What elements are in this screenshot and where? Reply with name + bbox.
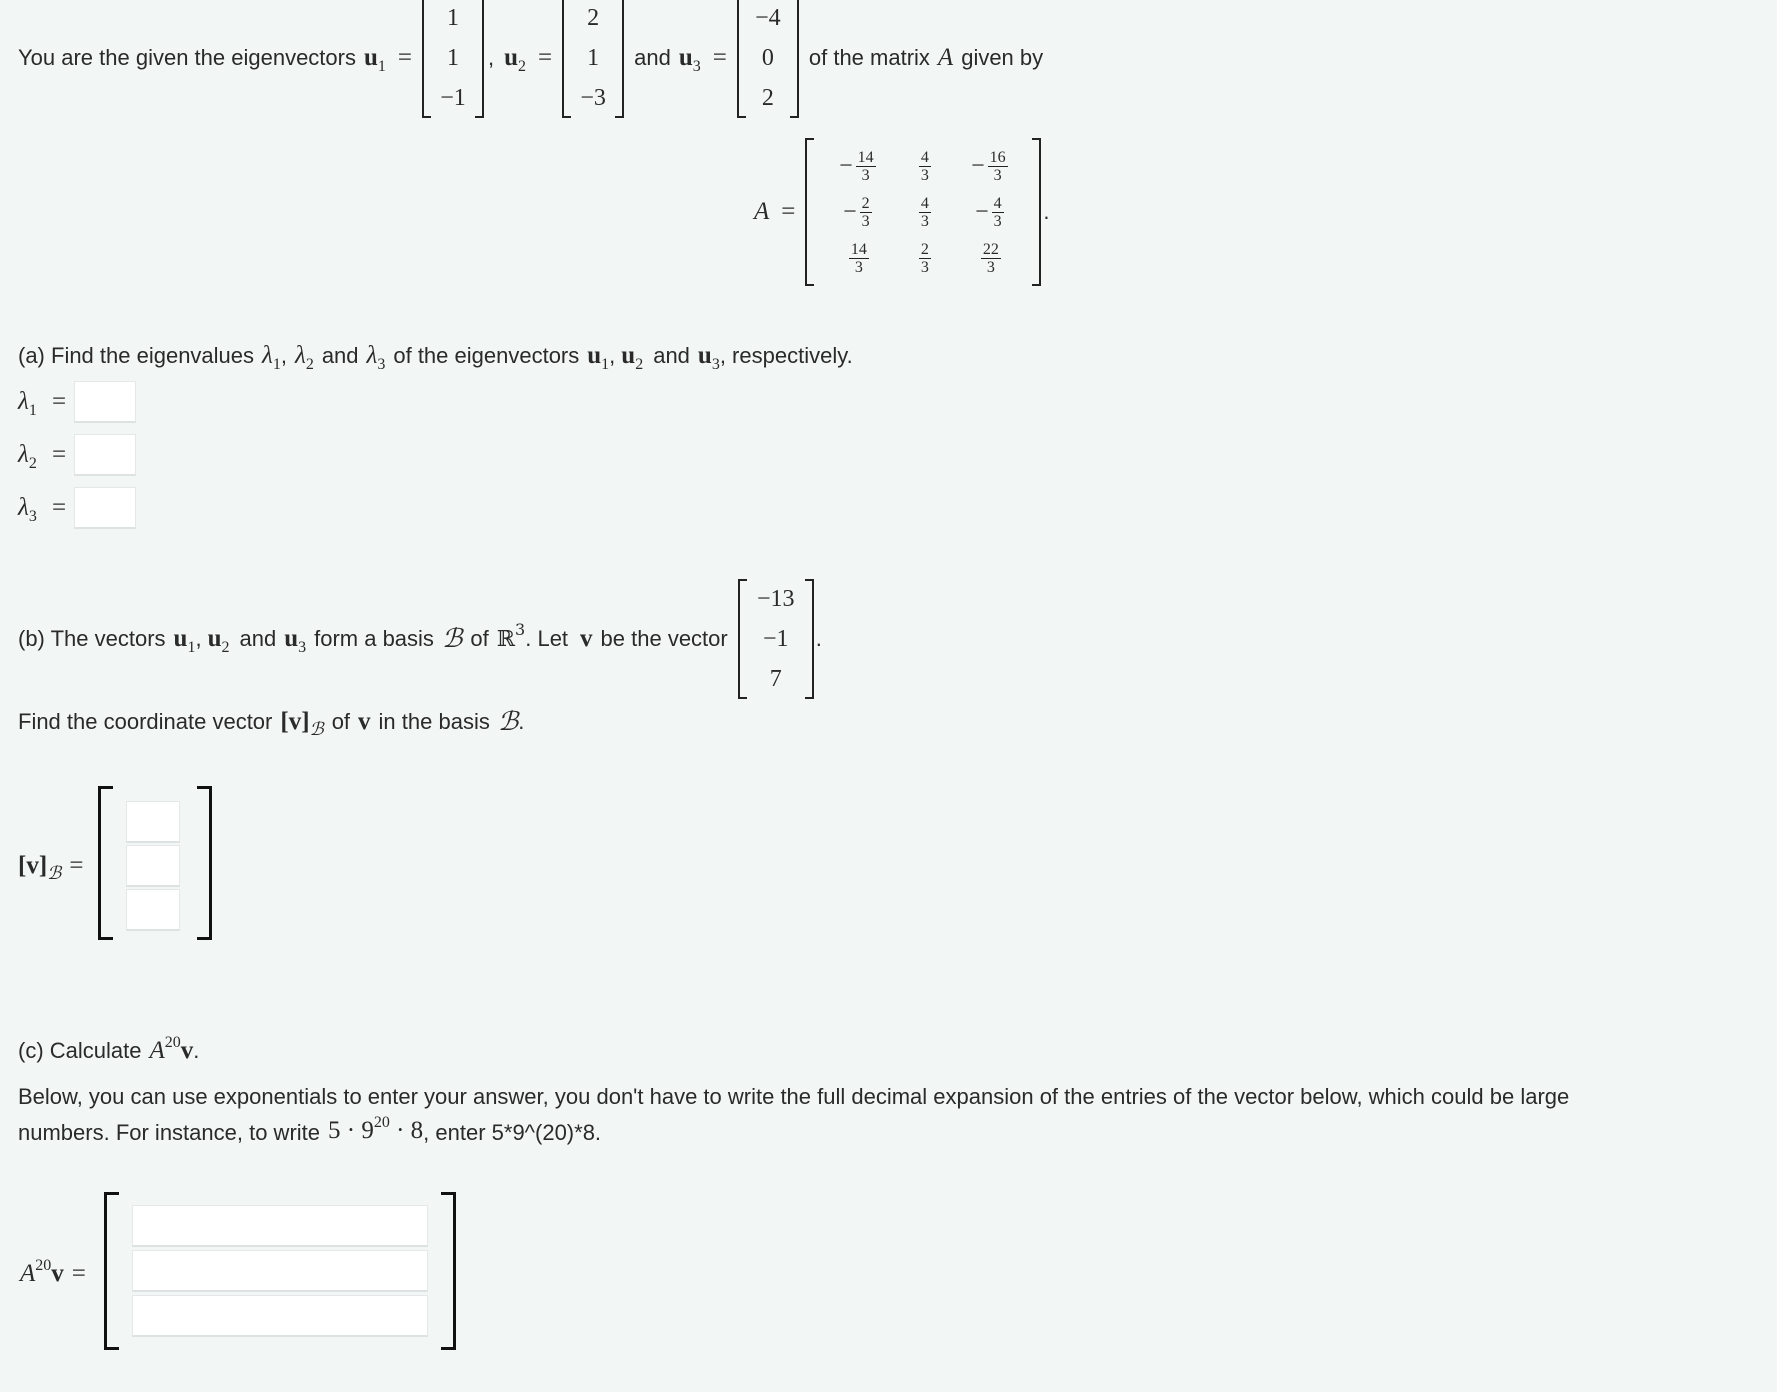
equals-sign: = bbox=[52, 388, 67, 415]
comma: , bbox=[195, 626, 202, 651]
part-b-prompt bbox=[18, 582, 822, 696]
lambda-2-row bbox=[18, 433, 136, 477]
part-b-text: be the vector bbox=[600, 626, 728, 651]
v-label: v bbox=[180, 1037, 194, 1064]
part-b-text: Find the coordinate vector bbox=[18, 709, 273, 734]
matrix-a bbox=[805, 138, 1041, 286]
matrix-a-entry: $\frac{22}{3}$ bbox=[982, 240, 999, 276]
instruction-text: numbers. For instance, to write bbox=[18, 1119, 321, 1145]
lambda-3-input[interactable] bbox=[74, 487, 136, 529]
equals-sign: = bbox=[69, 852, 84, 879]
u3-vector bbox=[737, 0, 799, 118]
lambda-3-label: $\lambda_3$ bbox=[18, 494, 37, 525]
end-punct: . bbox=[193, 1038, 200, 1063]
basis-symbol: ℬ bbox=[441, 624, 463, 653]
v-vector bbox=[738, 579, 814, 699]
example-expression: $5 \cdot 9^{20} \cdot 8$ bbox=[328, 1114, 424, 1144]
part-b-text: (b) The vectors bbox=[18, 626, 166, 651]
part-a-text: (a) Find the eigenvalues bbox=[18, 343, 255, 368]
comma: , bbox=[280, 343, 287, 368]
lambda-1: $\lambda_1$ bbox=[262, 342, 281, 373]
equals-sign: = bbox=[397, 44, 412, 71]
answer-input-3[interactable] bbox=[132, 1295, 428, 1337]
equals-sign: = bbox=[52, 494, 67, 521]
lambda-2: $\lambda_2$ bbox=[294, 342, 314, 373]
u3-label: $u_3$ bbox=[678, 44, 701, 75]
u1-entry: −1 bbox=[440, 85, 466, 111]
part-c-text: (c) Calculate bbox=[18, 1038, 142, 1063]
u1-vector bbox=[422, 0, 484, 118]
lambda-1-label: $\lambda_1$ bbox=[18, 388, 37, 419]
equals-sign: = bbox=[52, 441, 67, 468]
a20v-symbol: $A^{20}$ bbox=[149, 1034, 181, 1064]
and-text: and bbox=[321, 343, 359, 368]
lambda-1-input[interactable] bbox=[74, 381, 136, 423]
u2-vector bbox=[562, 0, 624, 118]
end-punct: . bbox=[518, 709, 525, 734]
coord-input-3[interactable] bbox=[126, 889, 180, 931]
v-label: v bbox=[580, 625, 593, 652]
matrix-a-entry: − $\frac{4}{3}$ bbox=[975, 194, 1002, 230]
part-a-text: , respectively. bbox=[719, 343, 853, 368]
part-a-text: of the eigenvectors bbox=[393, 343, 580, 368]
coord-symbol: $[v]_ℬ$ bbox=[280, 708, 324, 739]
instruction-line-2 bbox=[18, 1114, 1569, 1151]
instruction-text: , enter 5*9^(20)*8. bbox=[423, 1119, 602, 1145]
u2-label: $u_2$ bbox=[207, 625, 230, 656]
intro-suffix-end: given by bbox=[961, 45, 1044, 70]
u2-label: $u_2$ bbox=[504, 44, 527, 75]
instruction-line-1: Below, you can use exponentials to enter your answer, you don't have to write the full decimal expansion of the entries of the vector below, which could be large bbox=[18, 1084, 1570, 1109]
part-c-instructions bbox=[18, 1080, 1569, 1151]
matrix-a-entry: $\frac{2}{3}$ bbox=[920, 240, 929, 276]
lambda-1-row bbox=[18, 380, 136, 424]
part-b-text: of bbox=[470, 626, 489, 651]
part-b-find bbox=[18, 704, 524, 740]
part-c-prompt bbox=[18, 1032, 199, 1070]
u1-label: $u_1$ bbox=[587, 342, 610, 373]
u3-label: $u_3$ bbox=[284, 625, 307, 656]
v-entry: −1 bbox=[762, 626, 789, 652]
coord-label-row bbox=[18, 848, 83, 884]
matrix-a-entry: − $\frac{2}{3}$ bbox=[843, 194, 870, 230]
u2-entry: 2 bbox=[587, 5, 600, 31]
part-b-text: . Let bbox=[525, 626, 569, 651]
answer-input-2[interactable] bbox=[132, 1250, 428, 1292]
v-entry: −13 bbox=[756, 586, 795, 612]
intro-prefix: You are the given the eigenvectors bbox=[18, 45, 356, 70]
comma: , bbox=[488, 45, 495, 70]
matrix-a-name: A bbox=[754, 198, 770, 225]
and-text: and bbox=[634, 45, 671, 70]
and-text: and bbox=[653, 343, 690, 368]
u2-entry: 1 bbox=[587, 45, 600, 71]
a20v-label: $A^{20}$ bbox=[20, 1257, 52, 1287]
equals-sign: = bbox=[781, 198, 796, 225]
intro-suffix: of the matrix bbox=[808, 45, 930, 70]
u3-entry: 2 bbox=[761, 85, 774, 111]
u2-label: $u_2$ bbox=[621, 342, 644, 373]
u3-entry: 0 bbox=[761, 45, 774, 71]
u1-entry: 1 bbox=[447, 45, 459, 71]
reals-symbol: ℝ$^3$ bbox=[496, 619, 526, 652]
matrix-name: A bbox=[937, 44, 954, 71]
matrix-a-grid bbox=[817, 138, 1029, 286]
lambda-2-label: $\lambda_2$ bbox=[18, 441, 37, 472]
intro-line bbox=[18, 2, 1043, 114]
matrix-a-entry: $\frac{4}{3}$ bbox=[920, 194, 929, 230]
u3-label: $u_3$ bbox=[697, 342, 720, 373]
lambda-3: $\lambda_3$ bbox=[366, 342, 386, 373]
lambda-2-input[interactable] bbox=[74, 434, 136, 476]
matrix-a-entry: − $\frac{16}{3}$ bbox=[971, 148, 1006, 184]
u1-label: $u_1$ bbox=[363, 44, 386, 75]
part-b-text: of bbox=[331, 709, 351, 734]
a20v-label-row bbox=[20, 1254, 86, 1294]
v-entry: 7 bbox=[769, 666, 782, 692]
equals-sign: = bbox=[538, 44, 553, 71]
and-text: and bbox=[239, 626, 277, 651]
answer-input-1[interactable] bbox=[132, 1205, 428, 1247]
v-label: v bbox=[358, 708, 371, 735]
matrix-a-block bbox=[754, 138, 1050, 286]
coord-input-1[interactable] bbox=[126, 801, 180, 843]
u2-entry: −3 bbox=[580, 85, 606, 111]
coord-label: $[v]_ℬ$ bbox=[18, 852, 62, 883]
part-b-text: in the basis bbox=[378, 709, 490, 734]
lambda-3-row bbox=[18, 486, 136, 530]
matrix-a-entry: − $\frac{14}{3}$ bbox=[839, 148, 874, 184]
matrix-a-entry: $\frac{14}{3}$ bbox=[850, 240, 867, 276]
end-punct: . bbox=[815, 626, 822, 651]
v-label: v bbox=[51, 1260, 64, 1287]
coord-input-2[interactable] bbox=[126, 845, 180, 887]
u1-entry: 1 bbox=[447, 5, 459, 31]
part-b-text: form a basis bbox=[314, 626, 434, 651]
part-a-prompt bbox=[18, 338, 853, 374]
u1-label: $u_1$ bbox=[173, 625, 196, 656]
u3-entry: −4 bbox=[755, 5, 781, 31]
end-punct: . bbox=[1043, 199, 1050, 224]
matrix-a-entry: $\frac{4}{3}$ bbox=[920, 148, 929, 184]
comma: , bbox=[609, 343, 616, 368]
equals-sign: = bbox=[71, 1260, 86, 1287]
basis-symbol: ℬ bbox=[497, 707, 519, 736]
equals-sign: = bbox=[712, 44, 727, 71]
